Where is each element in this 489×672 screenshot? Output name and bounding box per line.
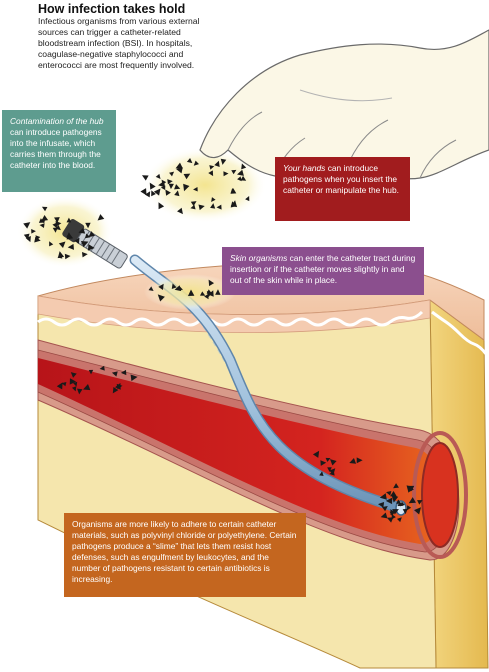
hands-callout-text: can introduce pathogens when you insert the catheter or manipulate the hub. — [283, 163, 399, 195]
skin-callout-lead: Skin organisms — [230, 253, 288, 263]
page-title: How infection takes hold — [38, 2, 186, 16]
hub-contamination-callout — [2, 110, 116, 192]
skin-organisms-callout — [222, 247, 424, 295]
hub-callout-text: can introduce pathogens into the infusate, which carries them through the catheter into the blood. — [10, 127, 102, 170]
hands-callout — [275, 157, 410, 221]
vessel-opening-inner — [422, 443, 458, 547]
intro-text: Infectious organisms from various external sources can trigger a catheter-related bloodstream infection (BSI). In hospitals, coagulase-negative staphylococci and enterococci are most frequently involved. — [38, 16, 200, 70]
organisms-adhere-callout — [64, 513, 306, 597]
skin-callout-text: can enter the catheter tract during insertion or if the catheter moves slightly in and out of the skin while in place. — [230, 253, 416, 285]
hands-callout-lead: Your hands — [283, 163, 326, 173]
organisms-callout-text: Organisms are more likely to adhere to certain catheter materials, such as polyvinyl chloride or polyethylene. Certain pathogens produce a “slime” that lets them resist host defenses, such as engulfment by leukocytes, and the number of pathogens resistant to certain antibiotics is increasing. — [72, 519, 297, 584]
hub-callout-lead: Contamination of the hub — [10, 116, 104, 126]
